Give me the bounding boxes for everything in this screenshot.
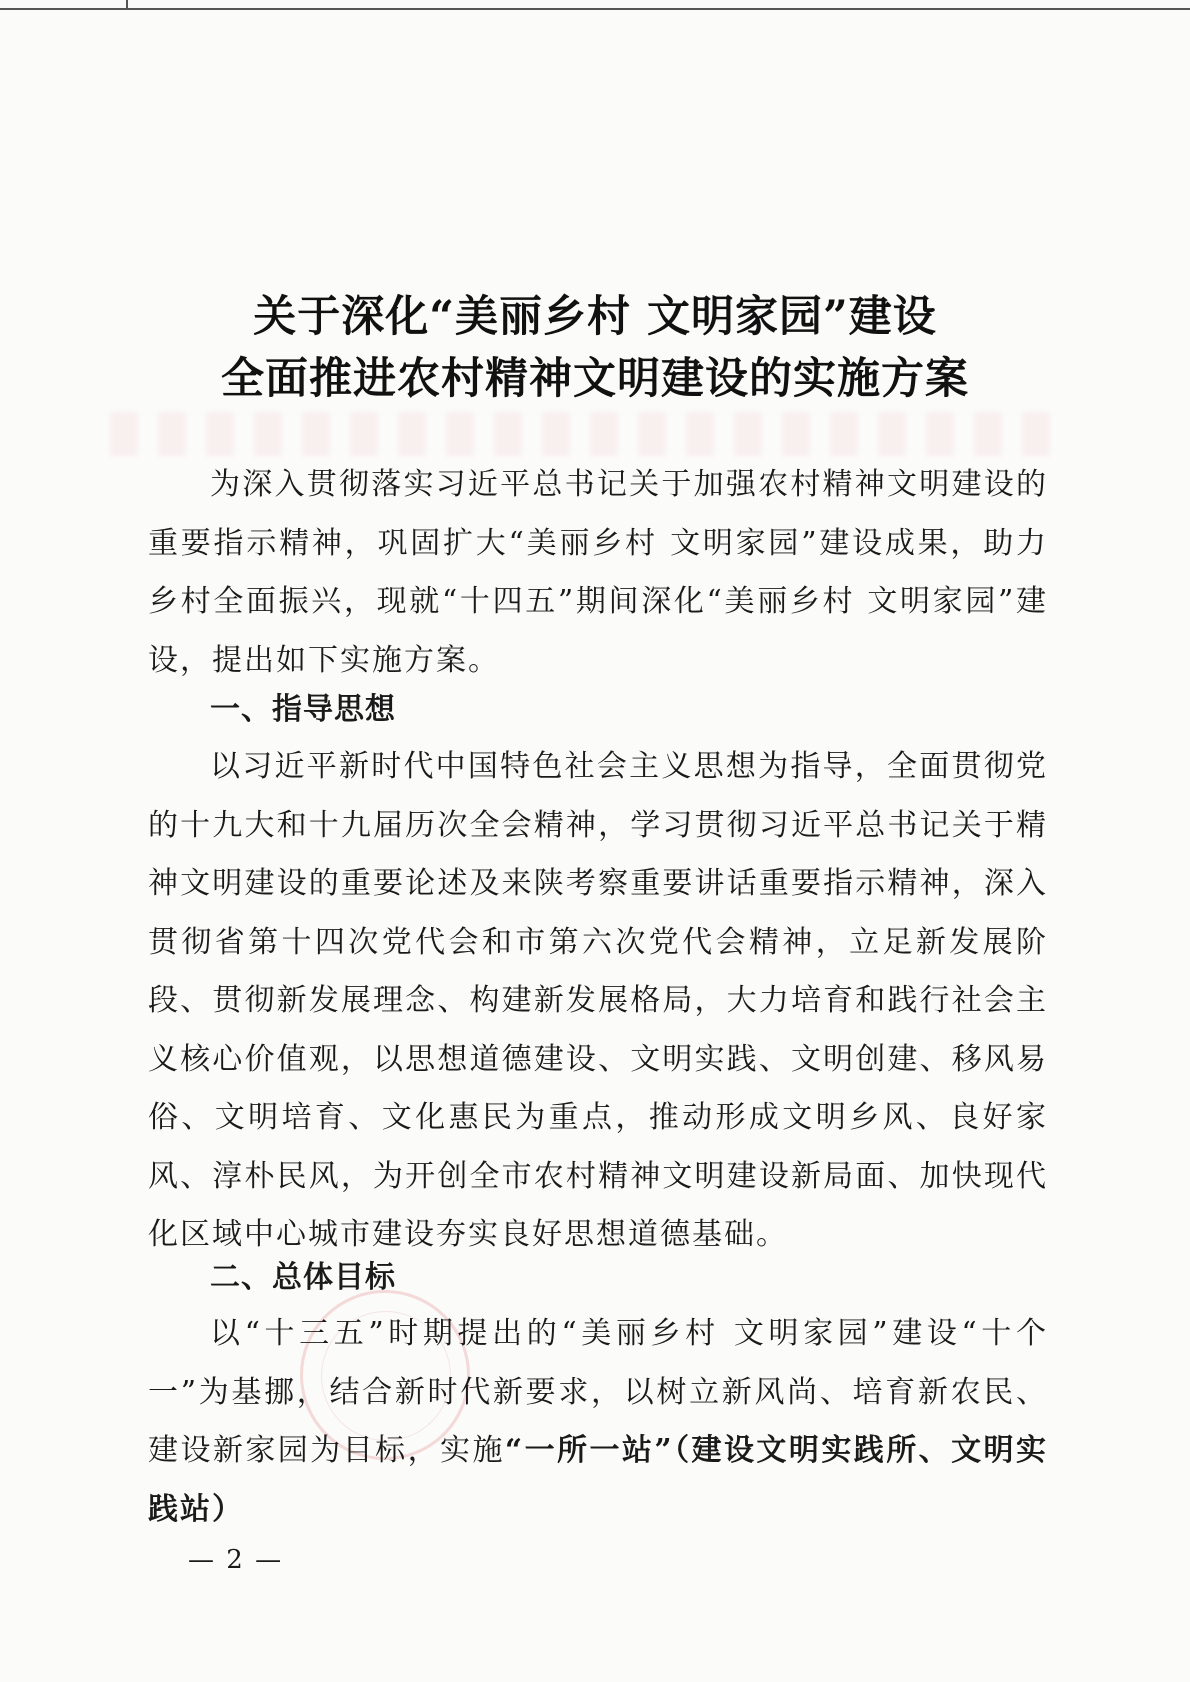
document-title-line-1: 关于深化“美丽乡村 文明家园”建设 bbox=[253, 292, 937, 342]
top-border-tick bbox=[126, 0, 128, 10]
intro-paragraph: 为深入贯彻落实习近平总书记关于加强农村精神文明建设的重要指示精神，巩固扩大“美丽乡村 文明家园”建设成果，助力乡村全面振兴，现就“十四五”期间深化“美丽乡村 文明家园”建设，提出如下实施方案。 bbox=[148, 467, 1048, 678]
section-2-bold-text: “一所一站”（建设文明实践所、文明实践站） bbox=[148, 1433, 1048, 1527]
section-2-text: 以“十三五”时期提出的“美丽乡村 文明家园”建设“十个一”为基挪，结合新时代新要求，以树立新风尚、培育新农民、建设新家园为目标，实施 bbox=[148, 1316, 1048, 1468]
top-border-line bbox=[0, 8, 1190, 10]
section-1-paragraph: 以习近平新时代中国特色社会主义思想为指导，全面贯彻党的十九大和十九届历次全会精神，学习贯彻习近平总书记关于精神文明建设的重要论述及来陕考察重要讲话重要指示精神，深入贯彻省第十四次党代会和市第六次党代会精神，立足新发展阶段、贯彻新发展理念、构建新发展格局，大力培育和践行社会主义核心价值观，以思想道德建设、文明实践、文明创建、移风易俗、文明培育、文化惠民为重点，推动形成文明乡风、良好家风、淳朴民风，为开创全市农村精神文明建设新局面、加快现代化区域中心城市建设夯实良好思想道德基础。 bbox=[148, 749, 1048, 1252]
section-2-heading: 二、总体目标 bbox=[210, 1260, 396, 1295]
section-1-heading: 一、指导思想 bbox=[210, 692, 396, 727]
red-header-bleed-through bbox=[110, 412, 1070, 456]
section-2-paragraph bbox=[148, 1305, 1048, 1539]
document-title-line-2: 全面推进农村精神文明建设的实施方案 bbox=[221, 354, 969, 404]
page-number: — 2 — bbox=[188, 1545, 284, 1575]
